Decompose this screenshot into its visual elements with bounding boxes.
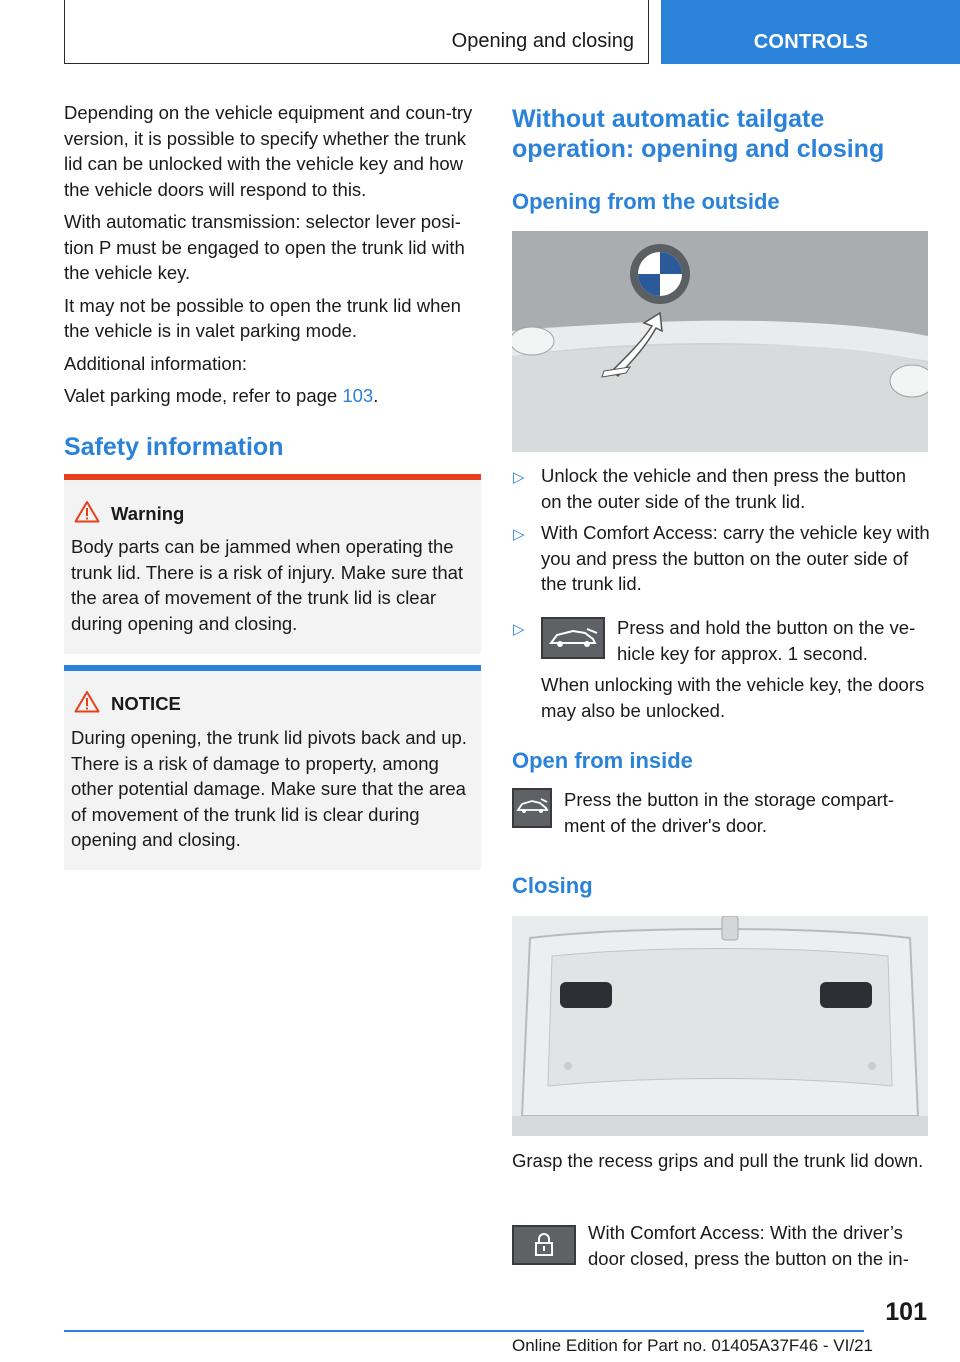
footer-divider xyxy=(64,1330,864,1332)
intro-paragraph: With automatic transmission: selector lever posi-tion P must be engaged to open the trunk lid with the vehicle key. xyxy=(64,211,465,283)
header-chapter-title: CONTROLS xyxy=(753,31,869,53)
bullet-text: With Comfort Access: carry the vehicle key with you and press the button on the outer side of the trunk lid. xyxy=(541,522,930,594)
opening-outside-heading: Opening from the outside xyxy=(512,189,780,214)
warning-bar xyxy=(64,474,481,480)
trunk-exterior-photo xyxy=(512,231,928,452)
warning-title: Warning xyxy=(111,503,185,524)
trunk-lid-interior-photo xyxy=(512,916,928,1136)
page-link[interactable]: 103 xyxy=(342,385,374,406)
closing-heading: Closing xyxy=(512,873,593,898)
lock-button-icon xyxy=(512,1225,576,1265)
intro-text xyxy=(64,100,481,409)
intro-paragraph: Additional information: xyxy=(64,352,248,374)
bullet-marker: ▷ xyxy=(513,621,525,638)
key-trunk-button-icon xyxy=(541,617,605,659)
page-number: 101 xyxy=(885,1298,927,1326)
notice-title: NOTICE xyxy=(111,693,181,714)
open-inside-text: Press the button in the storage compart-ment of the driver's door. xyxy=(564,789,895,836)
header-section-box xyxy=(64,0,649,64)
header-chapter-tab[interactable] xyxy=(661,0,960,64)
warning-callout xyxy=(64,474,481,654)
bullet-text: Unlock the vehicle and then press the button on the outer side of the trunk lid. xyxy=(541,465,907,512)
notice-callout xyxy=(64,665,481,870)
open-inside-heading: Open from inside xyxy=(512,748,693,773)
door-trunk-button-icon xyxy=(512,788,552,828)
unlock-note: When unlocking with the vehicle key, the doors may also be unlocked. xyxy=(541,674,925,721)
intro-paragraph: It may not be possible to open the trunk lid when the vehicle is in valet parking mode. xyxy=(64,294,461,341)
footer-edition: Online Edition for Part no. 01405A37F46 - VI/21 xyxy=(512,1336,874,1355)
valet-reference: Valet parking mode, refer to page 103. xyxy=(64,385,379,406)
bullet-marker: ▷ xyxy=(513,526,525,543)
main-heading: Without automatic tailgate operation: opening and closing xyxy=(512,105,885,163)
closing-text: Grasp the recess grips and pull the trunk lid down. xyxy=(512,1150,924,1171)
bullet-marker: ▷ xyxy=(513,469,525,486)
notice-bar xyxy=(64,665,481,671)
warning-triangle-icon xyxy=(74,500,100,523)
header-section-title: Opening and closing xyxy=(451,30,634,52)
comfort-access-text: With Comfort Access: With the driver’s door closed, press the button on the in- xyxy=(588,1222,909,1269)
bullet-text: Press and hold the button on the ve-hicle key for approx. 1 second. xyxy=(617,617,916,664)
notice-text: During opening, the trunk lid pivots back and up. There is a risk of damage to property, among other potential damage. Make sure that the area of movement of the trunk lid is clear during opening and closing. xyxy=(71,727,467,850)
safety-heading: Safety information xyxy=(64,433,284,461)
warning-text: Body parts can be jammed when operating the trunk lid. There is a risk of injury. Make sure that the area of movement of the trunk lid is clear during opening and closing. xyxy=(71,536,464,634)
intro-paragraph: Depending on the vehicle equipment and coun-try version, it is possible to specify whether the trunk lid can be unlocked with the vehicle key and how the vehicle doors will respond to this. xyxy=(64,102,473,200)
warning-triangle-icon xyxy=(74,690,100,713)
